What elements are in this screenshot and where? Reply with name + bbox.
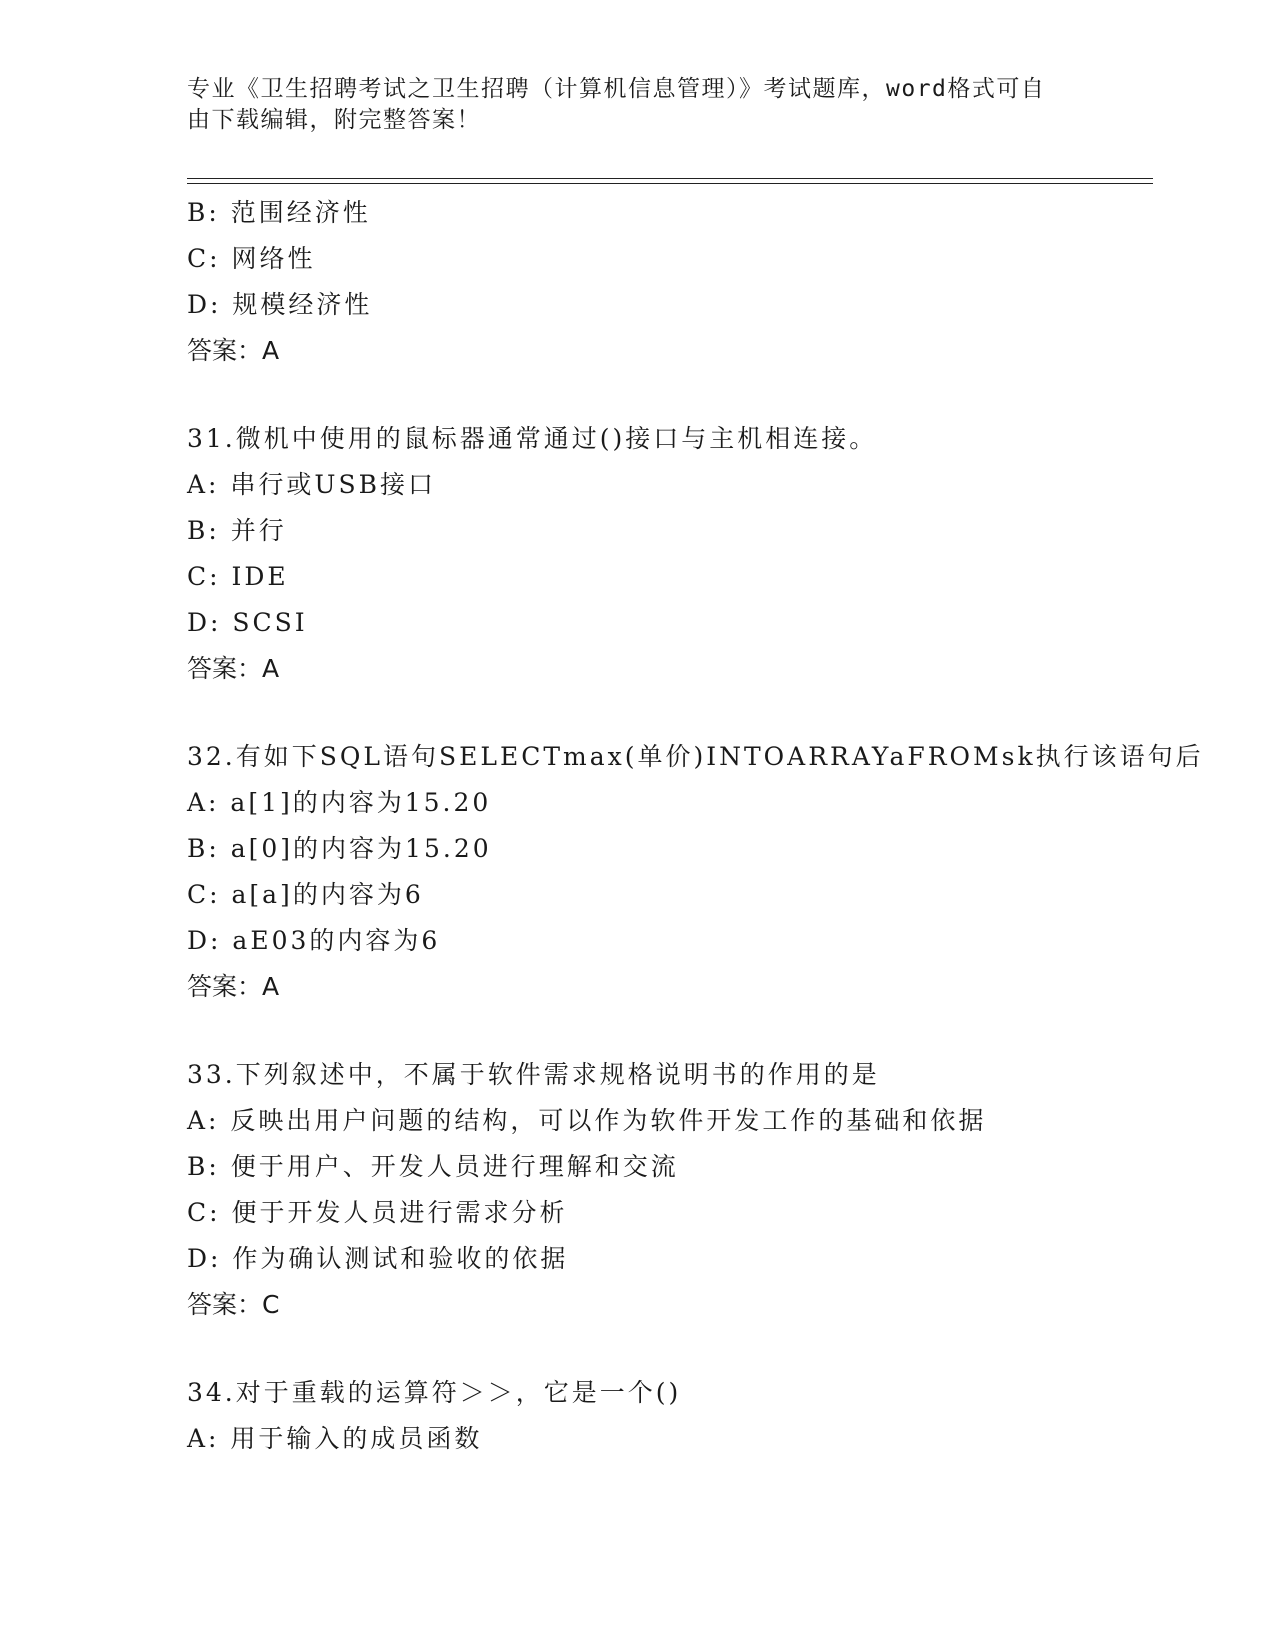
option-b: B: 范围经济性 bbox=[187, 198, 371, 227]
question-33 bbox=[187, 1052, 1187, 1328]
header-line-1: 专业《卫生招聘考试之卫生招聘（计算机信息管理）》考试题库，word格式可自 bbox=[187, 76, 1046, 102]
question-stem: 34.对于重载的运算符＞＞，它是一个() bbox=[187, 1378, 682, 1407]
question-30-continued bbox=[187, 190, 1187, 374]
option-a: A: 用于输入的成员函数 bbox=[187, 1424, 483, 1453]
option-b: B: 便于用户、开发人员进行理解和交流 bbox=[187, 1152, 679, 1181]
question-stem: 31.微机中使用的鼠标器通常通过()接口与主机相连接。 bbox=[187, 424, 878, 453]
answer-line: 答案：C bbox=[187, 1290, 280, 1319]
header-divider-top bbox=[187, 178, 1153, 179]
option-c: C: 便于开发人员进行需求分析 bbox=[187, 1198, 568, 1227]
answer-line: 答案：A bbox=[187, 336, 280, 365]
header-line-2: 由下载编辑，附完整答案！ bbox=[187, 107, 481, 133]
question-stem: 33.下列叙述中，不属于软件需求规格说明书的作用的是 bbox=[187, 1060, 880, 1089]
option-b: B: a[0]的内容为15.20 bbox=[187, 834, 492, 863]
option-c: C: IDE bbox=[187, 562, 289, 591]
option-c: C: a[a]的内容为6 bbox=[187, 880, 424, 909]
option-c: C: 网络性 bbox=[187, 244, 316, 273]
option-b: B: 并行 bbox=[187, 516, 287, 545]
answer-line: 答案：A bbox=[187, 972, 280, 1001]
question-list bbox=[187, 190, 1204, 1462]
question-stem: 32.有如下SQL语句SELECTmax(单价)INTOARRAYaFROMsk执行该语句后 bbox=[187, 742, 1204, 771]
option-d: D: 作为确认测试和验收的依据 bbox=[187, 1244, 569, 1273]
option-a: A: 反映出用户问题的结构，可以作为软件开发工作的基础和依据 bbox=[187, 1106, 987, 1135]
answer-line: 答案：A bbox=[187, 654, 280, 683]
document-header bbox=[187, 74, 1087, 136]
option-d: D: SCSI bbox=[187, 608, 308, 637]
question-31 bbox=[187, 416, 1187, 692]
header-divider-bottom bbox=[187, 183, 1153, 184]
option-a: A: a[1]的内容为15.20 bbox=[187, 788, 492, 817]
option-a: A: 串行或USB接口 bbox=[187, 470, 436, 499]
question-34 bbox=[187, 1370, 1187, 1462]
question-32 bbox=[187, 734, 1204, 1010]
option-d: D: 规模经济性 bbox=[187, 290, 373, 319]
option-d: D: aE03的内容为6 bbox=[187, 926, 441, 955]
